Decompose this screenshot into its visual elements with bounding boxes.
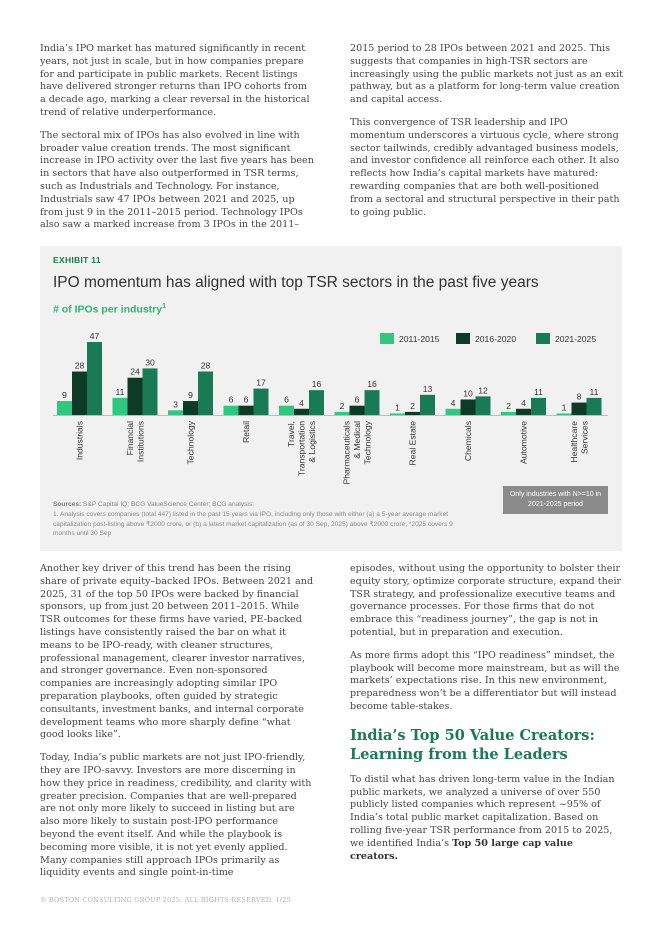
- bar: [476, 396, 491, 415]
- bar: [420, 395, 435, 415]
- category-label-line: Healthcare: [568, 421, 579, 463]
- bar: [461, 399, 476, 415]
- chart-subtitle-text: # of IPOs per industry: [53, 303, 163, 316]
- data-label: 2: [506, 400, 511, 411]
- data-label: 13: [422, 383, 433, 394]
- page-footer: © BOSTON CONSULTING GROUP 2025. ALL RIGHTS RESERVED. 1/25: [40, 896, 291, 904]
- footnote-text: 1. Analysis covers companies (total 447) listed in the past 15 years via IPO, including only those with either (a) a 5-year average market capitalization post-listing above ₹2000 crore, or (b) a latest market capitalization (as of 30 Sep, 2025) above ₹2000 crore; *2025 covers 9 months until 30 Sep: [53, 510, 453, 538]
- category-label-line: Institutions: [135, 421, 146, 463]
- bar: [501, 412, 516, 415]
- paragraph: episodes, without using the opportunity to bolster their equity story, optimize corporate structure, expand their TSR strategy, and professionalize executive teams and governance processes. For those firms that do not embrace this “readiness journey”, the gap is not in potential, but in preparation and execution.: [350, 563, 622, 638]
- data-label: 6: [243, 394, 249, 405]
- data-label: 9: [188, 390, 193, 401]
- bar: [254, 389, 269, 415]
- category-label-line: Chemicals: [463, 421, 473, 462]
- bar: [143, 368, 158, 415]
- data-label: 6: [228, 394, 234, 405]
- data-label: 6: [354, 394, 360, 405]
- category-label: [75, 421, 85, 460]
- chart-sources: [53, 500, 453, 539]
- data-label: 12: [478, 385, 488, 396]
- bar: [350, 406, 365, 415]
- paragraph: As more firms adopt this “IPO readiness” mindset, the playbook will become more mainstream, but as will the markets’ expectations rise. In this new environment, preparedness won’t be a differentiator but will instead become table-stakes.: [350, 649, 620, 712]
- paragraph: Another key driver of this trend has been the rising share of private equity–backed IPOs. Between 2021 and 2025, 31 of the top 50 IPOs were backed by financial sponsors, up from just 20 between 2011–2015. While TSR outcomes for these firms have varied, PE-backed listings have consistently raised the bar on what it means to be IPO-ready, with cleaner structures, professional management, clearer investor narratives, and stronger governance. Even non-sponsored companies are increasingly adopting similar IPO preparation playbooks, often guided by strategic consultants, investment banks, and internal corporate development teams who more sharply define “what good looks like”.: [40, 563, 314, 741]
- category-label: [342, 420, 373, 484]
- category-label-line: Transportation: [296, 421, 307, 477]
- bar: [224, 406, 239, 415]
- data-label: 11: [589, 386, 599, 397]
- data-label: 10: [463, 388, 473, 399]
- bar: [572, 403, 587, 415]
- bar: [239, 406, 254, 415]
- legend-label: 2016-2020: [475, 334, 517, 344]
- bar: [87, 342, 102, 415]
- text-column-top-right: [350, 43, 624, 229]
- data-label: 24: [130, 366, 140, 377]
- bar: [128, 378, 143, 415]
- paragraph: This convergence of TSR leadership and IPO momentum underscores a virtuous cycle, where strong sector tailwinds, credibly advantaged business models, and investor confidence all reinforce each other. It also reflects how India’s capital markets have matured: rewarding companies that are both well-positioned from a sectoral and structural perspective in their path to going public.: [350, 116, 620, 218]
- paragraph: 2015 period to 28 IPOs between 2021 and 2025. This suggests that companies in high-TSR sectors are increasingly using the public markets not just as an exit pathway, but as a platform for long-term value creation and capital access.: [350, 43, 623, 106]
- data-label: 47: [89, 331, 100, 341]
- sources-line: [53, 500, 453, 510]
- category-label-line: Technology: [185, 421, 196, 465]
- paragraph: The sectoral mix of IPOs has also evolved in line with broader value creation trends. The most significant increase in IPO activity over the last five years has been in sectors that have also outperformed in TSR terms, such as Industrials and Technology. For instance, Industrials saw 47 IPOs between 2021 and 2025, up from just 9 in the 2011–2015 period. Technology IPOs also saw a marked increase from 3 IPOs in the 2011–: [40, 129, 314, 231]
- legend-label: 2011-2015: [399, 334, 440, 344]
- bar: [57, 401, 72, 415]
- category-label: [569, 421, 590, 463]
- data-label: 1: [395, 402, 400, 413]
- chart-subtitle: [53, 303, 166, 316]
- data-label: 8: [576, 391, 582, 402]
- text-column-bottom-right: [350, 563, 624, 873]
- category-label-line: Automotive: [518, 421, 529, 464]
- category-label-line: Services: [579, 421, 590, 454]
- bar: [309, 390, 324, 415]
- category-label-line: Real Estate: [407, 421, 418, 466]
- category-label-line: Pharmaceuticals: [341, 421, 352, 485]
- bar: [294, 409, 309, 415]
- legend-label: 2021-2025: [555, 334, 597, 344]
- section-heading: India’s Top 50 Value Creators: Learning from the Leaders: [350, 726, 595, 763]
- data-label: 2: [339, 400, 345, 411]
- exhibit-panel: [40, 246, 622, 551]
- category-label-line: Technology: [362, 421, 373, 465]
- bar: [279, 406, 294, 415]
- data-label: 17: [256, 377, 266, 388]
- note-box: Only industries with N>=10 in 2021-2025 period: [503, 486, 608, 514]
- data-label: 1: [561, 402, 567, 413]
- bar: [198, 372, 213, 415]
- bar: [72, 372, 87, 415]
- data-label: 2: [410, 400, 415, 411]
- legend-swatch: [380, 333, 394, 344]
- data-label: 28: [74, 360, 85, 371]
- data-label: 11: [115, 386, 125, 397]
- text-column-top-left: [40, 43, 314, 242]
- bar: [168, 410, 183, 415]
- bar: [183, 401, 198, 415]
- category-label: [519, 421, 529, 464]
- chart-subtitle-footnote-mark: 1: [162, 303, 167, 310]
- data-label: 4: [521, 397, 526, 408]
- category-label: [463, 421, 473, 461]
- category-label: [408, 421, 418, 466]
- paragraph: India’s IPO market has matured significantly in recent years, not just in scale, but in how companies prepare for and participate in public markets. Recent listings have delivered stronger returns than IPO cohorts from a decade ago, marking a clear reversal in the historical trend of relative underperformance.: [40, 43, 310, 118]
- bar: [113, 398, 128, 415]
- exhibit-title: IPO momentum has aligned with top TSR sectors in the past five years: [53, 274, 539, 291]
- category-label-line: Industrials: [74, 421, 85, 461]
- bar: [446, 409, 461, 415]
- category-label-line: Financial: [124, 421, 135, 456]
- category-label: [186, 420, 196, 464]
- data-label: 16: [311, 379, 322, 390]
- paragraph: [350, 774, 624, 864]
- category-label: [286, 421, 317, 476]
- data-label: 4: [450, 397, 456, 408]
- paragraph-text: To distil what has driven long-term value in the Indian public markets, we analyzed a universe of over 550 publicly listed companies which represent ~95% of India’s total public market capitalization. Based on rolling five-year TSR performance from 2015 to 2025, we identified India’s: [350, 773, 615, 849]
- sources-text: S&P Capital IQ; BCG ValueScience Center; BCG analysis;: [81, 501, 254, 508]
- bar: [405, 412, 420, 415]
- category-label-line: & Medical: [352, 421, 362, 459]
- data-label: 6: [284, 394, 289, 405]
- bar: [335, 412, 350, 415]
- category-label: [241, 421, 251, 443]
- exhibit-label: EXHIBIT 11: [53, 255, 101, 265]
- category-label-line: Travel,: [286, 421, 296, 447]
- category-label-line: Retail: [241, 421, 251, 443]
- category-label-line: & Logistics: [307, 421, 317, 463]
- data-label: 11: [534, 386, 543, 397]
- bar: [531, 398, 546, 415]
- bar: [365, 390, 380, 415]
- bar: [587, 398, 602, 415]
- data-label: 28: [200, 360, 211, 371]
- paragraph: Today, India’s public markets are not just IPO-friendly, they are IPO-savvy. Investors are more discerning in how they price in readiness, credibility, and clarity with greater precision. Companies that are well-prepared are not only more likely to succeed in listing but are also more likely to sustain post-IPO performance beyond the event itself. And while the playbook is becoming more visible, it is not yet evenly applied. Many companies still approach IPOs primarily as liquidity events and single point-in-time: [40, 752, 312, 879]
- text-column-bottom-left: [40, 563, 314, 890]
- legend-swatch: [456, 333, 470, 344]
- bar: [516, 409, 531, 415]
- legend-swatch: [536, 333, 550, 344]
- paragraph-bold-text: Top 50 large cap value creators.: [350, 837, 573, 862]
- bar: [557, 413, 572, 415]
- sources-label: Sources:: [53, 501, 82, 508]
- data-label: 9: [62, 390, 67, 401]
- data-label: 16: [367, 379, 377, 390]
- data-label: 30: [145, 357, 155, 368]
- category-label: [125, 421, 146, 462]
- data-label: 4: [299, 397, 304, 408]
- data-label: 3: [173, 399, 178, 410]
- bar: [390, 413, 405, 415]
